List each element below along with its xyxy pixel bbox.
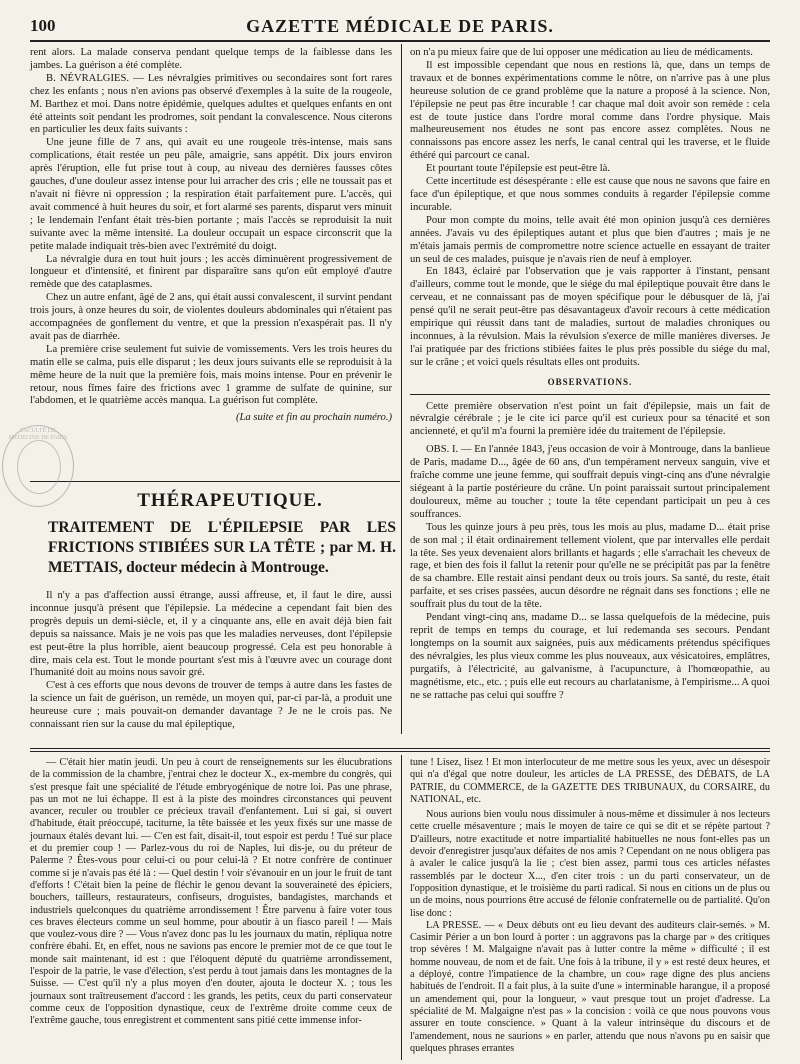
paragraph: Pour mon compte du moins, telle avait été mon opinion jusqu'à ces dernières années. J'avais vu des épileptiques autant et plus que bien d'autres ; mais je ne m'étais jamais permis de compromettre notre science actuelle en essayant de traiter un seul de ces malades, puisque je n'avais rien de neuf à employer. bbox=[410, 214, 770, 265]
paragraph: Cette incertitude est désespérante : elle est cause que nous ne savons que faire en face d'un épileptique, et que nous sommes conduits à regarder l'épilepsie comme incurable. bbox=[410, 176, 770, 213]
feuilleton-left bbox=[30, 757, 392, 1028]
paragraph: Il n'y a pas d'affection aussi étrange, aussi affreuse, et, il faut le dire, aussi inconnue jusqu'à présent que l'épilepsie. La médecine a cependant fait bien des progrès depuis un demi-siècle, et, il y a cinquante ans, elle en avait déjà bien fait depuis sa naissance. Mais je ne vois pas que les maladies nerveuses, dont l'épilepsie est peut-être la plus horrible, aient beaucoup progressé. Cela est peu honorable à dire, mais cela est. Tout le monde pourtant s'est mis à l'œuvre avec un courage dont l'humanité doit au moins nous savoir gré. bbox=[30, 590, 392, 679]
stamp-figure bbox=[17, 440, 61, 494]
paragraph: on n'a pu mieux faire que de lui opposer une médication au lieu de médicaments. bbox=[410, 47, 753, 58]
paragraph: Pendant vingt-cinq ans, madame D... se lassa quelquefois de la médecine, puis reprit de temps en temps du courage, et lui redemanda ses secours. Pendant longtemps on la soumit aux saignées, puis aux médicaments prétendus spécifiques des névralgies, les plus vieux comme les plus nouveaux, aux vésicatoires, emplâtres, purgatifs, à l'électricité, au galvanisme, à l'acupuncture, à l'homœopathie, au magnétisme, etc., etc. ; puis elle eut recours au charlatanisme, à l'empirisme... A quoi ne se rattache pas celui qui souffre ? bbox=[410, 612, 770, 701]
page-number: 100 bbox=[30, 16, 56, 35]
left-column-article bbox=[30, 590, 392, 732]
section-title: THÉRAPEUTIQUE. bbox=[137, 490, 323, 511]
feuilleton-right bbox=[410, 757, 770, 1055]
left-column-top bbox=[30, 47, 392, 425]
paragraph: B. NÉVRALGIES. — Les névralgies primitives ou secondaires sont fort rares chez les enfants ; nous n'en avions pas observé d'exemples à la suite de la rougeole, M. Barthez et moi. Dans notre épidémie, quelques adultes et quelques enfants en ont été atteints soit pendant les prodromes, soit pendant la convalescence. Nous citerons en particulier les deux faits suivants : bbox=[30, 72, 392, 136]
feuilleton-divider bbox=[401, 755, 402, 1060]
paragraph: tune ! Lisez, lisez ! Et mon interlocuteur de me mettre sous les yeux, avec un désespoir qui n'a d'égal que notre douleur, les articles de LA PRESSE, des DÉBATS, de LA PATRIE, du COMMERCE, de la GAZETTE DES TRIBUNAUX, du CORSAIRE, du NATIONAL, etc. bbox=[410, 757, 770, 805]
paragraph: Et pourtant toute l'épilepsie est peut-être là. bbox=[426, 163, 610, 175]
paragraph: LA PRESSE. — « Deux débuts ont eu lieu devant des auditeurs clair-semés. » M. Casimir Périer a un bon lourd à porter : un aggravons pas la charge par » des critiques trop sévères ! M. Malgaigne n'avait pas à lutter contre la même » difficulté ; il est homme nouveau, de nom et de fait. Une fois à la tribune, il y » est resté deux heures, et a déployé, contre l'impatience de la chambre, un cou» rage digne des plus anciens habitués de l'endroit. Il a fait plus, à la suite d'une » interminable harangue, il a proposé un amendement qui, pour la longueur, » vaut presque tout un projet d'adresse. La spécialité de M. Malgaigne n'est pas » la concision : voilà ce que nous pouvons vous assurer en toute conscience. » Quant à la valeur intrinsèque du discours et de l'amendement, nous ne saurions » en parler, attendu que nous n'avons pu en saisir que quelques phrases errantes bbox=[410, 919, 770, 1054]
right-column-top bbox=[410, 47, 770, 702]
section-rule bbox=[30, 481, 400, 482]
observations-heading: OBSERVATIONS. bbox=[547, 376, 633, 387]
stamp-text: FACULTÉ DE MÉDECINE DE PARIS bbox=[8, 428, 68, 441]
paragraph: Tous les quinze jours à peu près, tous les mois au plus, madame D... était prise de son mal ; il était ordinairement tellement violent, que par intervalles elle perdait la tête. Ses yeux devenaient alors brillants et hagards ; elle s'arrachait les cheveux de rage, et bien des fois il fallut la retenir pour qu'elle ne se précipitât pas par la fenêtre de sa chambre. Elle restait ainsi pendant deux ou trois jours. Sa santé, du reste, était parfaite, et ses crises passées, aucun désordre ne régnait dans ses fonctions ; elle ne souffrait plus du tout de la tête. bbox=[410, 521, 770, 611]
paragraph: OBS. I. — En l'année 1843, j'eus occasion de voir à Montrouge, dans la banlieue de Paris, madame D..., âgée de 60 ans, d'un tempérament nerveux sanguin, vive et fraîche comme une jeune femme, qui souffrait depuis vingt-cinq ans d'une névralgie siégeant à la partie postérieure du crâne. Un point paraissait surtout principalement douloureux, même au toucher ; toute la tête cependant participait un peu à ces souffrances. bbox=[410, 444, 770, 520]
paragraph: La névralgie dura en tout huit jours ; les accès diminuèrent progressivement de longueur et d'intensité, et finirent par disparaître sans qu'on eût employé d'autre remède que des cataplasmes. bbox=[30, 253, 392, 291]
obs-rule bbox=[410, 394, 770, 395]
paragraph: Nous aurions bien voulu nous dissimuler à nous-même et dissimuler à nos lecteurs cette cruelle mésaventure ; mais le moyen de taire ce qui se dit et se répète partout ? D'ailleurs, notre exactitude et notre impartialité habituelles ne nous font-elles pas un devoir d'enregistrer jusqu'aux défaites de nos amis ? Cependant on ne nous obligera pas à avaler le calice jusqu'à la lie ; c'est bien assez, parmi tous ces articles néfastes rassemblés par le docteur X..., d'en citer trois : un du parti conservateur, un de l'opposition dynastique, et le troisième du parti radical. Si nous en citions un de plus ou un de moins, nous pourrions être accusé de félonie confraternelle ou de partialité. Qu'on lise donc : bbox=[410, 809, 770, 919]
paragraph: Chez un autre enfant, âgé de 2 ans, qui était aussi convalescent, il survint pendant trois jours, à onze heures du soir, de violentes douleurs abdominales qui n'étaient pas accompagnées de gonflement du ventre, et que la pression n'exaspérait pas. Il n'y avait pas de diarrhée. bbox=[30, 292, 392, 342]
feuilleton-rule bbox=[30, 748, 770, 749]
paragraph: Cette première observation n'est point un fait d'épilepsie, mais un fait de névralgie cérébrale ; je le cite ici parce qu'il est curieux pour sa ténacité et son ancienneté, et qu'il m'a fourni la première idée du traitement de l'épilepsie. bbox=[410, 400, 770, 438]
column-divider bbox=[401, 44, 402, 734]
feuilleton-rule-2 bbox=[30, 751, 770, 752]
paragraph: Une jeune fille de 7 ans, qui avait eu une rougeole très-intense, mais sans complications, était restée un peu pâle, amaigrie, sans appétit. Dix jours environ après l'éruption, elle fut prise tout à coup, au niveau des dernières fausses côtes gauches, d'une douleur assez intense pour lui arracher des cris ; elle ne toussait pas et n'avait ni fièvre ni oppression ; la respiration était parfaitement pure. L'accès, qui avait commencé à huit heures du soir, et fort alarmé ses parents, disparut vers minuit ; le lendemain l'enfant était très-bien portante ; mais l'accès se reproduisit la nuit suivante avec la même intensité. La douleur occupait un espace circonscrit que la petite malade indiquait très-bien avec l'extrémité du doigt. bbox=[30, 137, 392, 252]
paragraph: rent alors. La malade conserva pendant quelque temps de la faiblesse dans les jambes. La guérison a été complète. bbox=[30, 47, 392, 71]
paragraph: C'est à ces efforts que nous devons de trouver de temps à autre dans les fastes de la science un fait de guérison, un remède, un moyen qui, par-ci par-là, a produit une heureuse cure ; mais pouvait-on demander davantage ? Je ne le crois pas. Ne connaissant rien sur la cause du mal épileptique, bbox=[30, 680, 392, 731]
paragraph: La première crise seulement fut suivie de vomissements. Vers les trois heures du matin elle se calma, puis elle disparut ; les deux jours suivants elle se reproduisit à la même heure de la nuit que la première fois, mais moins intense. Pour en prévenir le retour, nous fîmes faire des frictions avec 1 gramme de sulfate de quinine, sur l'abdomen, et le quatrième accès manqua. La guérison fut complète. bbox=[30, 343, 392, 407]
journal-title: GAZETTE MÉDICALE DE PARIS. bbox=[246, 16, 554, 36]
continuation-note: (La suite et fin au prochain numéro.) bbox=[235, 412, 392, 424]
header-rule bbox=[30, 40, 770, 42]
article-title: TRAITEMENT DE L'ÉPILEPSIE PAR LES FRICTIONS STIBIÉES SUR LA TÊTE ; par M. H. METTAIS, docteur médecin à Montrouge. bbox=[48, 519, 396, 576]
paragraph: — C'était hier matin jeudi. Un peu à court de renseignements sur les élucubrations de la commission de la chambre, j'entrai chez le docteur X., ex-membre du congrès, qui s'est presque fait une spécialité de l'étude embryogénique de notre loi. Pas une phrase, pas un mot ne lui échappe. Il est à la piste des moindres circonstances qui peuvent avancer, reculer ou troubler ce précieux travail d'enfantement. Lui si gai, si ouvert d'habitude, était préoccupé, taciturne, la tête baissée et les yeux fixés sur une masse de journaux étalés devant lui. — C'en est fait, disait-il, tout espoir est perdu ! Tué sur place et du premier coup ! — Parlez-vous du roi de Naples, lui dis-je, ou du préteur de Palerme ? Êtes-vous pour celui-ci ou pour celui-là ? Et notre confrère de continuer comme si je n'avais pas été là : — Quel destin ! voir s'évanouir en un jour le fruit de tant d'efforts ! C'était bien la peine de fléchir le genou devant la souveraineté des épiciers, bouchers, tailleurs, restaurateurs, confiseurs, droguistes, bandagistes, marchands et industriels quelconques du quatrième arrondissement ! Être parvenu à faire voter tous ces braves électeurs comme un seul homme, pour aboutir à un fiasco pareil ! — Mais que voulez-vous dire ? — Vous n'avez donc pas lu les journaux du matin, répliqua notre confrère ébahi. Et, en effet, nous ne savions pas encore le premier mot de ce que tout le monde sait maintenant, id est : que l'éloquent député du quatrième arrondissement, l'espoir de la patrie, le vase d'élection, s'est perdu à tout jamais dans les montagnes de la Suisse. — C'est qu'il n'y a plus moyen d'en douter, ajouta le docteur X. ; tous les journaux sont traîtreusement d'accord : les grands, les petits, ceux du parti conservateur comme ceux de l'opposition dynastique, ceux de l'extrême droite comme ceux de l'extrême gauche, tous enregistrent et commentent sans pitié cette immense infor- bbox=[30, 757, 392, 1027]
paragraph: En 1843, éclairé par l'observation que je vais rapporter à l'instant, pensant d'ailleurs, comme tout le monde, que le siége du mal épileptique pouvait être dans le cerveau, et ne connaissant pas de moyen spécifique pour le débusquer de là, j'ai pensé qu'il ne serait peut-être pas désavantageux d'avoir recours à cette médication empirique qui réussit dans tant de maladies, surtout de maladies chroniques ou inconnues, à la révulsion. Mais la révulsion s'exerce de mille manières diverses. Je l'ai pratiquée par des frictions stibiées faites le plus près possible du siége du mal, sur le crâne ; et voici quels résultats elles ont produits. bbox=[410, 266, 770, 368]
paragraph: Il est impossible cependant que nous en restions là, que, dans un temps de travaux et de bonnes expérimentations comme le nôtre, on n'arrive pas à une plus heureuse solution de ce grand problème que la nature a proposé à la science. Non, l'épilepsie ne peut pas être incurable ! car chaque mal doit avoir son remède : cela est de toute justice dans l'ordre moral comme dans l'ordre physique. Mais malheureusement nos études ne sont pas encore assez complètes. Nous ne connaissons pas encore assez les nerfs, le canal central qui les traverse, et le fluide éthéré qui parcourt ce canal. bbox=[410, 59, 770, 162]
